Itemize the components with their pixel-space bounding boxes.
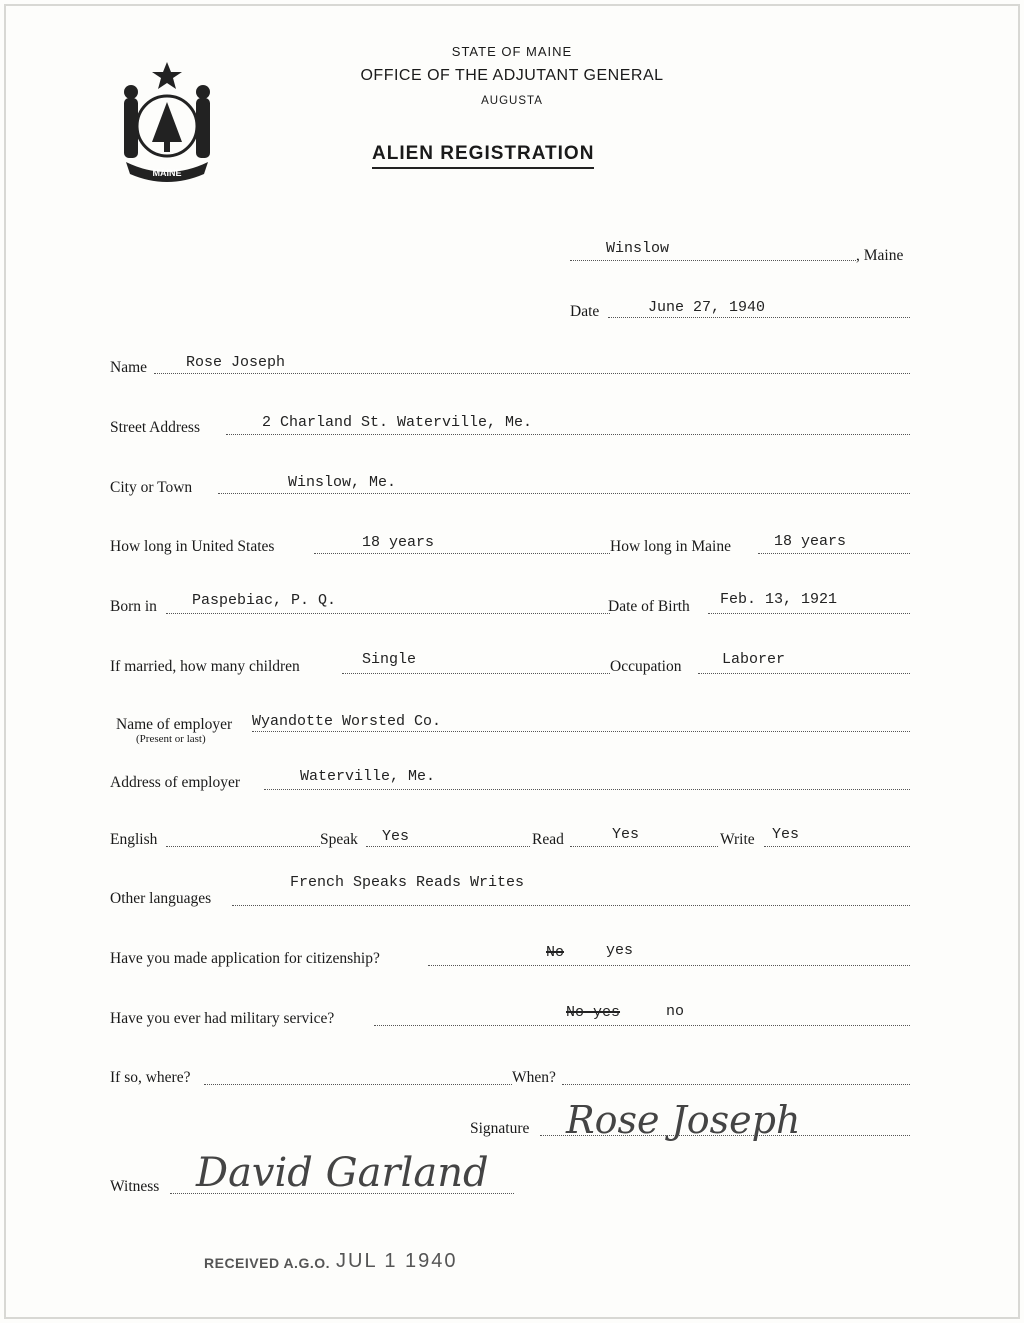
citizenship-value: yes xyxy=(606,942,634,959)
town-value: Winslow xyxy=(606,240,670,257)
witness-signature: David Garland xyxy=(196,1150,489,1196)
english-label: English xyxy=(110,831,158,848)
date-value: June 27, 1940 xyxy=(648,299,766,316)
employer-address-label: Address of employer xyxy=(110,774,240,791)
military-value: no xyxy=(666,1003,685,1020)
signature-label: Signature xyxy=(470,1120,530,1137)
born-in-label: Born in xyxy=(110,598,157,615)
employer-address-value: Waterville, Me. xyxy=(300,768,436,785)
where-label: If so, where? xyxy=(110,1069,191,1086)
read-label: Read xyxy=(532,831,564,848)
received-stamp-date: JUL 1 1940 xyxy=(336,1250,458,1272)
occupation-value: Laborer xyxy=(722,651,786,668)
maine-duration-label: How long in Maine xyxy=(610,538,731,555)
when-label: When? xyxy=(512,1069,556,1086)
city-heading: AUGUSTA xyxy=(481,95,543,107)
military-label: Have you ever had military service? xyxy=(110,1010,335,1027)
other-languages-label: Other languages xyxy=(110,890,212,907)
signature-handwriting: Rose Joseph xyxy=(566,1098,801,1142)
employer-label: Name of employer xyxy=(116,716,233,733)
employer-value: Wyandotte Worsted Co. xyxy=(252,713,442,730)
children-label: If married, how many children xyxy=(110,658,300,675)
state-suffix: , Maine xyxy=(856,247,904,264)
write-label: Write xyxy=(720,831,755,848)
name-label: Name xyxy=(110,359,148,376)
occupation-label: Occupation xyxy=(610,658,682,675)
citizenship-struck-value: No xyxy=(546,944,565,961)
us-duration-value: 18 years xyxy=(362,534,435,551)
street-address-label: Street Address xyxy=(110,419,200,436)
street-address-value: 2 Charland St. Waterville, Me. xyxy=(262,414,533,431)
other-languages-value: French Speaks Reads Writes xyxy=(290,874,525,891)
maine-duration-value: 18 years xyxy=(774,533,847,550)
svg-text:MAINE: MAINE xyxy=(152,168,182,178)
us-duration-label: How long in United States xyxy=(110,538,275,555)
form-title: ALIEN REGISTRATION xyxy=(372,143,594,169)
read-value: Yes xyxy=(612,826,640,843)
military-struck-value: No yes xyxy=(566,1004,621,1021)
city-label: City or Town xyxy=(110,479,193,496)
received-stamp: RECEIVED A.G.O. xyxy=(204,1255,331,1271)
city-value: Winslow, Me. xyxy=(288,474,397,491)
citizenship-label: Have you made application for citizenship? xyxy=(110,950,380,967)
write-value: Yes xyxy=(772,826,800,843)
dob-value: Feb. 13, 1921 xyxy=(720,591,838,608)
employer-sublabel: (Present or last) xyxy=(136,733,206,745)
state-heading: STATE OF MAINE xyxy=(451,44,573,59)
born-in-value: Paspebiac, P. Q. xyxy=(192,592,337,609)
date-label: Date xyxy=(570,303,600,320)
speak-label: Speak xyxy=(320,831,358,848)
dob-label: Date of Birth xyxy=(608,598,690,615)
office-heading: OFFICE OF THE ADJUTANT GENERAL xyxy=(360,67,664,84)
witness-label: Witness xyxy=(110,1178,160,1195)
children-value: Single xyxy=(362,651,417,668)
name-value: Rose Joseph xyxy=(186,354,286,371)
speak-value: Yes xyxy=(382,828,410,845)
